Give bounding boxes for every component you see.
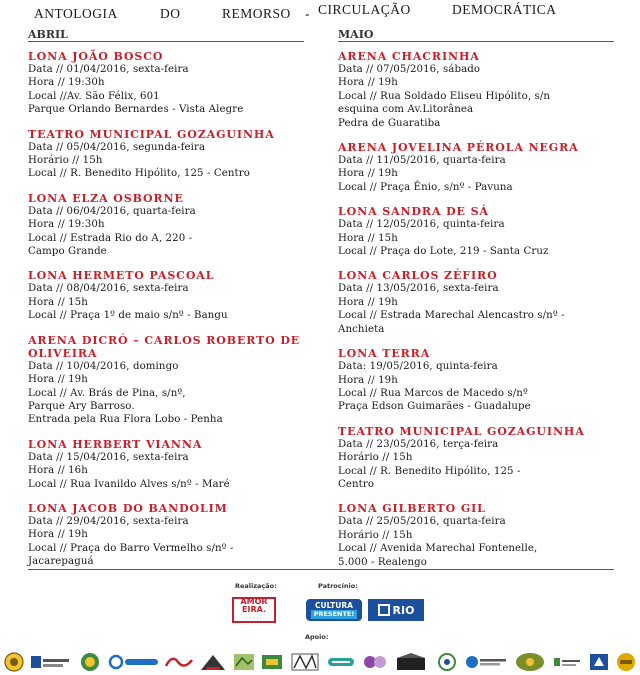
event-block	[28, 269, 304, 322]
event-detail-line: Hora // 15h	[338, 232, 398, 244]
event-block	[28, 192, 304, 259]
event-venue-title: ARENA CHACRINHA	[338, 50, 480, 63]
event-detail-line: Local // Praça do Barro Vermelho s/nº -	[28, 542, 234, 554]
event-detail-line: Local // Praça 1º de maio s/nº - Bangu	[28, 310, 228, 322]
event-detail-line: Parque Orlando Bernardes - Vista Alegre	[28, 104, 244, 116]
event-venue-title: LONA TERRA	[338, 347, 431, 361]
event-detail-line: Hora // 16h	[28, 465, 88, 477]
supporter-map-logo	[232, 652, 256, 672]
event-detail-line: Data // 25/05/2016, quarta-feira	[338, 516, 506, 528]
event-detail-line: Horário // 15h	[338, 452, 413, 464]
event-detail-line: Campo Grande	[28, 246, 107, 258]
event-detail-line: Data // 29/04/2016, sexta-feira	[28, 515, 189, 527]
patrocinio-label: Patrocínio:	[318, 582, 358, 590]
apoio-logos-row	[0, 652, 640, 674]
supporter-globe-wordmark-logo	[464, 652, 508, 672]
supporter-emblem-logo	[514, 652, 546, 672]
header-word-circulacao: CIRCULAÇÃO	[318, 2, 411, 17]
event-detail-line: Hora // 19h	[338, 296, 398, 308]
supporter-dark-house-logo	[394, 652, 428, 672]
event-detail-line: Hora // 19:30h	[28, 77, 105, 89]
event-detail-line: Data // 11/05/2016, quarta-feira	[338, 155, 506, 167]
event-block	[28, 502, 304, 569]
amor-logo-deco: · · · · ·	[245, 616, 263, 620]
event-detail-line: Data // 12/05/2016, quinta-feira	[338, 219, 505, 231]
event-block	[28, 128, 304, 181]
event-block	[338, 205, 614, 258]
event-detail-line: Horário // 15h	[338, 529, 413, 541]
event-venue-title: LONA HERBERT VIANNA	[28, 437, 203, 451]
event-detail-line: Local //Av. São Félix, 601	[28, 90, 160, 102]
month-divider	[338, 41, 614, 42]
supporter-purple-logo	[360, 652, 390, 672]
column-april	[28, 28, 304, 580]
event-block	[338, 425, 614, 492]
month-heading: MAIO	[338, 28, 374, 41]
header-word-antologia: ANTOLOGIA	[34, 6, 118, 21]
supporter-round-logo	[76, 652, 104, 672]
event-detail-line: Hora // 19:30h	[28, 219, 105, 231]
event-detail-line: Hora // 15h	[28, 296, 88, 308]
event-detail-line: Jacarepaguá	[28, 556, 94, 568]
event-detail-line: Data // 10/04/2016, domingo	[28, 360, 179, 372]
supporter-blue-wordmark-logo	[108, 652, 160, 672]
event-detail-line: Local // Rua Ivanildo Alves s/nº - Maré	[28, 478, 230, 490]
event-detail-line: Data // 08/04/2016, sexta-feira	[28, 283, 189, 295]
event-block	[28, 438, 304, 491]
event-detail-line: Data: 19/05/2016, quinta-feira	[338, 361, 498, 373]
event-detail-line: Anchieta	[338, 323, 385, 335]
event-detail-line: Horário // 15h	[28, 155, 103, 167]
event-detail-line: Local // Estrada Marechal Alencastro s/nº -	[338, 310, 565, 322]
event-block	[338, 50, 614, 130]
supporter-teal-wordmark-logo	[326, 652, 356, 672]
supporter-block-logo	[30, 652, 70, 672]
event-list	[28, 50, 304, 569]
event-detail-line: Data // 23/05/2016, terça-feira	[338, 438, 499, 450]
supporter-red-script-logo	[164, 652, 194, 672]
event-detail-line: Data // 05/04/2016, segunda-feira	[28, 141, 206, 153]
event-venue-title: ARENA JOVELINA PÉROLA NEGRA	[338, 141, 579, 155]
event-detail-line: Centro	[338, 478, 375, 490]
header-separator: -	[305, 6, 310, 21]
page-header	[0, 2, 640, 24]
event-detail-line: Praça Edson Guimarães - Guadalupe	[338, 401, 531, 413]
event-detail-line: Local // Praça Ênio, s/nº - Pavuna	[338, 181, 513, 193]
supporter-square-logo	[588, 652, 610, 672]
event-detail-line: esquina com Av.Litorânea	[338, 104, 474, 116]
event-detail-line: Local // Av. Brás de Pina, s/nº,	[28, 387, 186, 399]
event-block	[28, 50, 304, 117]
event-detail-line: Local // R. Benedito Hipólito, 125 -	[338, 465, 521, 477]
event-block	[28, 334, 304, 427]
event-detail-line: Local // Rua Soldado Eliseu Hipólito, s/n	[338, 90, 551, 102]
amor-eira-logo	[232, 597, 276, 623]
supporter-text-logo	[552, 652, 582, 672]
supporter-gold-logo	[614, 652, 638, 672]
event-venue-title: ARENA DICRÓ – CARLOS ROBERTO DE OLIVEIRA	[28, 333, 301, 360]
event-venue-title: LONA JACOB DO BANDOLIM	[28, 501, 228, 515]
event-detail-line: Pedra de Guaratiba	[338, 117, 441, 129]
rio-logo-icon	[378, 604, 390, 616]
month-divider	[28, 41, 304, 42]
event-venue-title: LONA CARLOS ZÉFIRO	[338, 269, 498, 283]
header-word-democratica: DEMOCRÁTICA	[452, 2, 557, 17]
event-venue-title: LONA GILBERTO GIL	[338, 502, 486, 516]
event-detail-line: Data // 13/05/2016, sexta-feira	[338, 283, 499, 295]
event-venue-title: LONA JOÃO BOSCO	[28, 50, 164, 63]
supporter-seal-logo	[2, 652, 26, 672]
event-detail-line: Hora // 19h	[338, 77, 398, 89]
event-detail-line: Data // 06/04/2016, quarta-feira	[28, 205, 196, 217]
header-word-do: DO	[160, 6, 181, 21]
event-block	[338, 269, 614, 336]
footer-divider	[28, 569, 614, 570]
supporter-green-sign-logo	[260, 652, 284, 672]
event-detail-line: 5.000 - Realengo	[338, 556, 427, 568]
event-block	[338, 141, 614, 194]
amor-logo-line1: AMOR	[240, 597, 268, 606]
event-detail-line: Hora // 19h	[28, 374, 88, 386]
event-detail-line: Hora // 19h	[338, 374, 398, 386]
apoio-label: Apoio:	[305, 633, 329, 641]
supporter-pattern-logo	[290, 652, 320, 672]
event-detail-line: Data // 07/05/2016, sábado	[338, 64, 481, 75]
supporter-circle-logo	[434, 652, 460, 672]
event-block	[338, 502, 614, 569]
event-block	[338, 347, 614, 414]
event-venue-title: LONA SANDRA DE SÁ	[338, 205, 489, 219]
event-detail-line: Local // Estrada Rio do A, 220 -	[28, 232, 193, 244]
cultura-presente-logo	[306, 599, 362, 621]
header-word-remorso: REMORSO	[222, 6, 291, 21]
rio-logo-text: RIO	[392, 603, 415, 617]
event-detail-line: Hora // 19h	[28, 529, 88, 541]
cultura-logo-line2: PRESENTE!	[311, 610, 358, 619]
event-detail-line: Hora // 19h	[338, 168, 398, 180]
event-list	[338, 50, 614, 569]
event-venue-title: TEATRO MUNICIPAL GOZAGUINHA	[28, 127, 275, 141]
event-detail-line: Data // 01/04/2016, sexta-feira	[28, 64, 189, 75]
event-detail-line: Local // Praça do Lote, 219 - Santa Cruz	[338, 246, 549, 258]
amor-logo-line2: EIRA.	[242, 605, 266, 614]
realizacao-label: Realização:	[235, 582, 277, 590]
event-detail-line: Local // Rua Marcos de Macedo s/nº	[338, 387, 528, 399]
event-detail-line: Data // 15/04/2016, sexta-feira	[28, 451, 189, 463]
event-venue-title: TEATRO MUNICIPAL GOZAGUINHA	[338, 424, 585, 438]
event-detail-line: Local // R. Benedito Hipólito, 125 - Centro	[28, 168, 250, 180]
event-detail-line: Local // Avenida Marechal Fontenelle,	[338, 543, 538, 555]
event-detail-line: Parque Ary Barroso.	[28, 400, 135, 412]
event-detail-line: Entrada pela Rua Flora Lobo - Penha	[28, 414, 223, 426]
event-venue-title: LONA HERMETO PASCOAL	[28, 269, 215, 283]
cultura-logo-line1: CULTURA	[315, 600, 353, 610]
month-heading: ABRIL	[28, 28, 68, 41]
event-venue-title: LONA ELZA OSBORNE	[28, 191, 184, 205]
column-may	[338, 28, 614, 580]
supporter-house-logo	[198, 652, 228, 672]
rio-prefeitura-logo	[368, 599, 424, 621]
